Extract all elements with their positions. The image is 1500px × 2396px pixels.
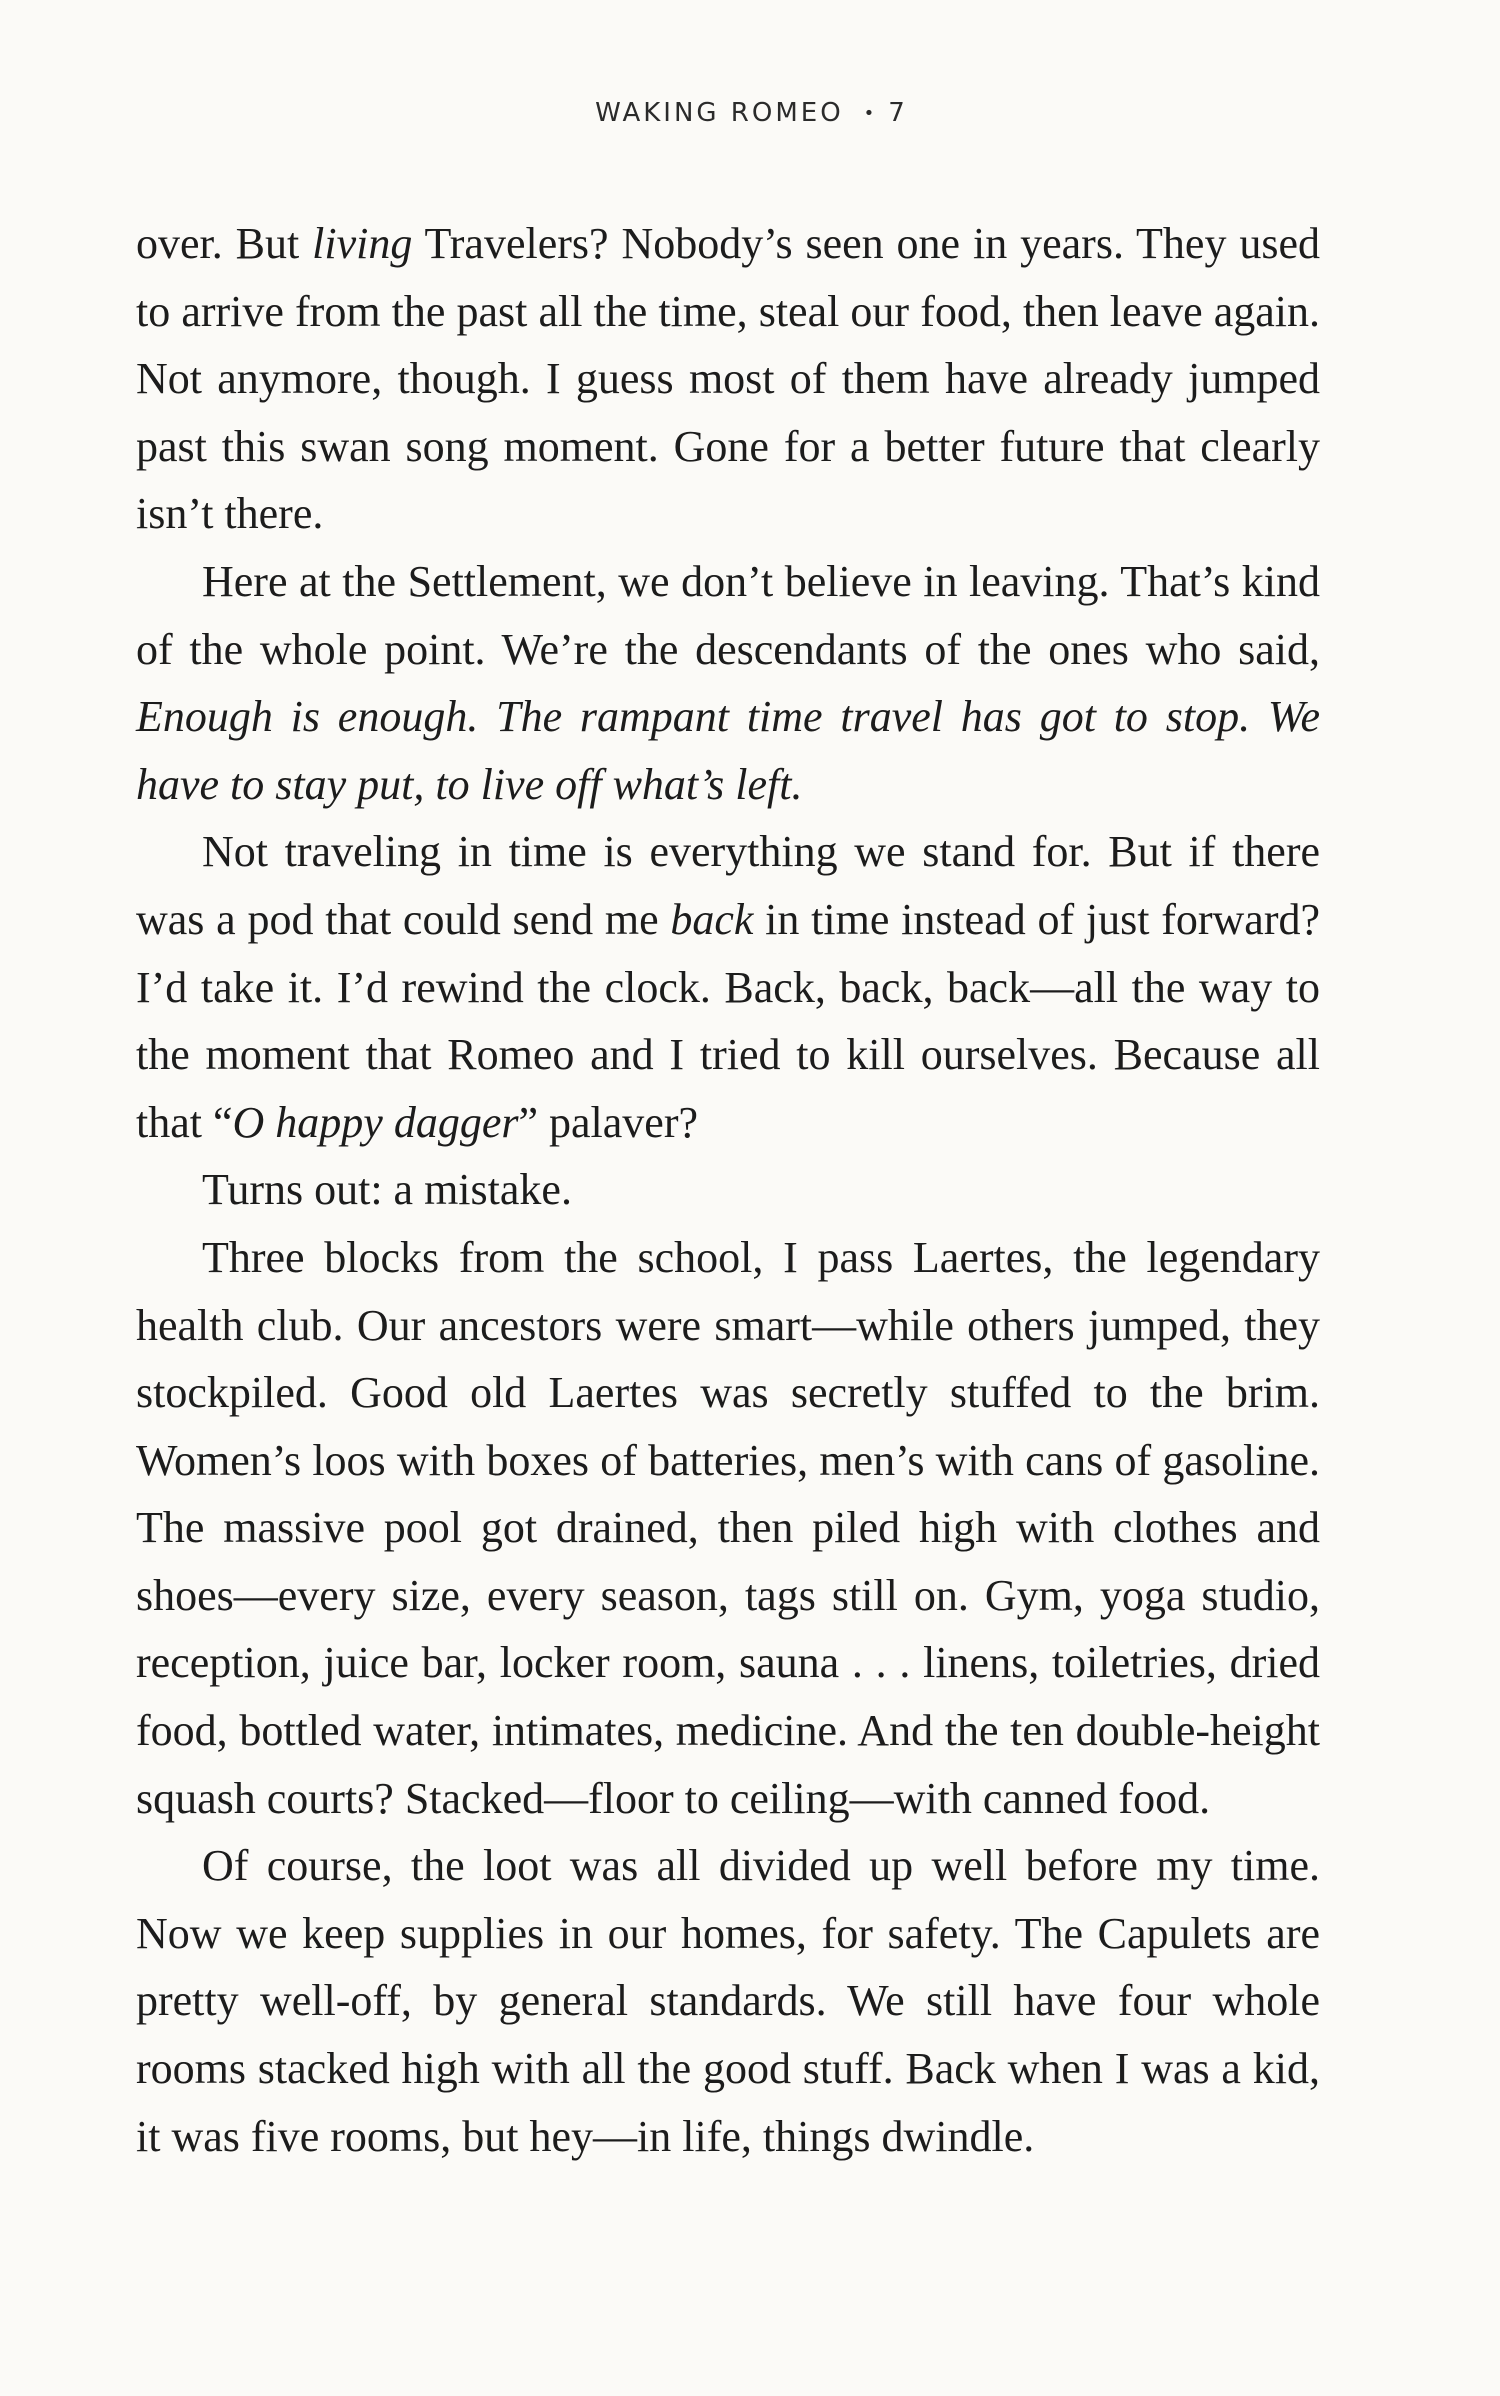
- italic-text: Enough is enough. The rampant time travel has got to stop. We have to stay put, to live off what’s left.: [136, 692, 1320, 809]
- text-run: Turns out: a mistake.: [202, 1165, 572, 1215]
- text-run: Of course, the loot was all divided up well before my time. Now we keep supplies in our homes, for safety. The Capulets are pretty well-off, by general standards. We still have four whole rooms stacked high with all the good stuff. Back when I was a kid, it was five rooms, but hey—in life, things dwindle.: [136, 1841, 1320, 2161]
- text-run: Not traveling in time is everything we stand for. But if there was a pod that could send me: [136, 827, 1320, 944]
- page-number: 7: [888, 98, 905, 128]
- paragraph: [136, 1832, 1320, 2170]
- italic-text: living: [312, 219, 413, 268]
- body-text: [136, 210, 1320, 2170]
- italic-text: O happy dagger: [232, 1097, 519, 1147]
- text-run: ” palaver?: [518, 1097, 699, 1147]
- text-run: Travelers? Nobody’s seen one in years. They used to arrive from the past all the time, steal our food, then leave again. Not anymore, though. I guess most of them have already jumped past this swan song moment. Gone for a better future that clearly isn’t there.: [136, 219, 1321, 539]
- paragraph: [136, 1156, 1320, 1224]
- text-run: Three blocks from the school, I pass Laertes, the legendary health club. Our ancestors were smart—while others jumped, they stockpiled. Good old Laertes was secretly stuffed to the brim. Women’s loos with boxes of batteries, men’s with cans of gasoline. The massive pool got drained, then piled high with clothes and shoes—every size, every season, tags still on. Gym, yoga studio, reception, juice bar, locker room, sauna . . . linens, toiletries, dried food, bottled water, intimates, medicine. And the ten double-height squash courts? Stacked—floor to ceiling—with canned food.: [136, 1232, 1320, 1823]
- paragraph: [136, 818, 1320, 1156]
- running-head-title: WAKING ROMEO: [595, 98, 844, 128]
- text-run: in time instead of just forward? I’d take it. I’d rewind the clock. Back, back, back—all the way to the moment that Romeo and I tried to kill ourselves. Because all that “: [136, 894, 1320, 1147]
- text-run: Here at the Settlement, we don’t believe in leaving. That’s kind of the whole point. We’re the descendants of the ones who said,: [136, 556, 1320, 674]
- running-head: [0, 98, 1500, 128]
- paragraph: [136, 210, 1320, 548]
- paragraph: [136, 548, 1320, 818]
- running-head-separator: •: [863, 103, 875, 124]
- paragraph: [136, 1224, 1320, 1832]
- text-run: over. But: [136, 219, 313, 268]
- italic-text: back: [670, 894, 754, 944]
